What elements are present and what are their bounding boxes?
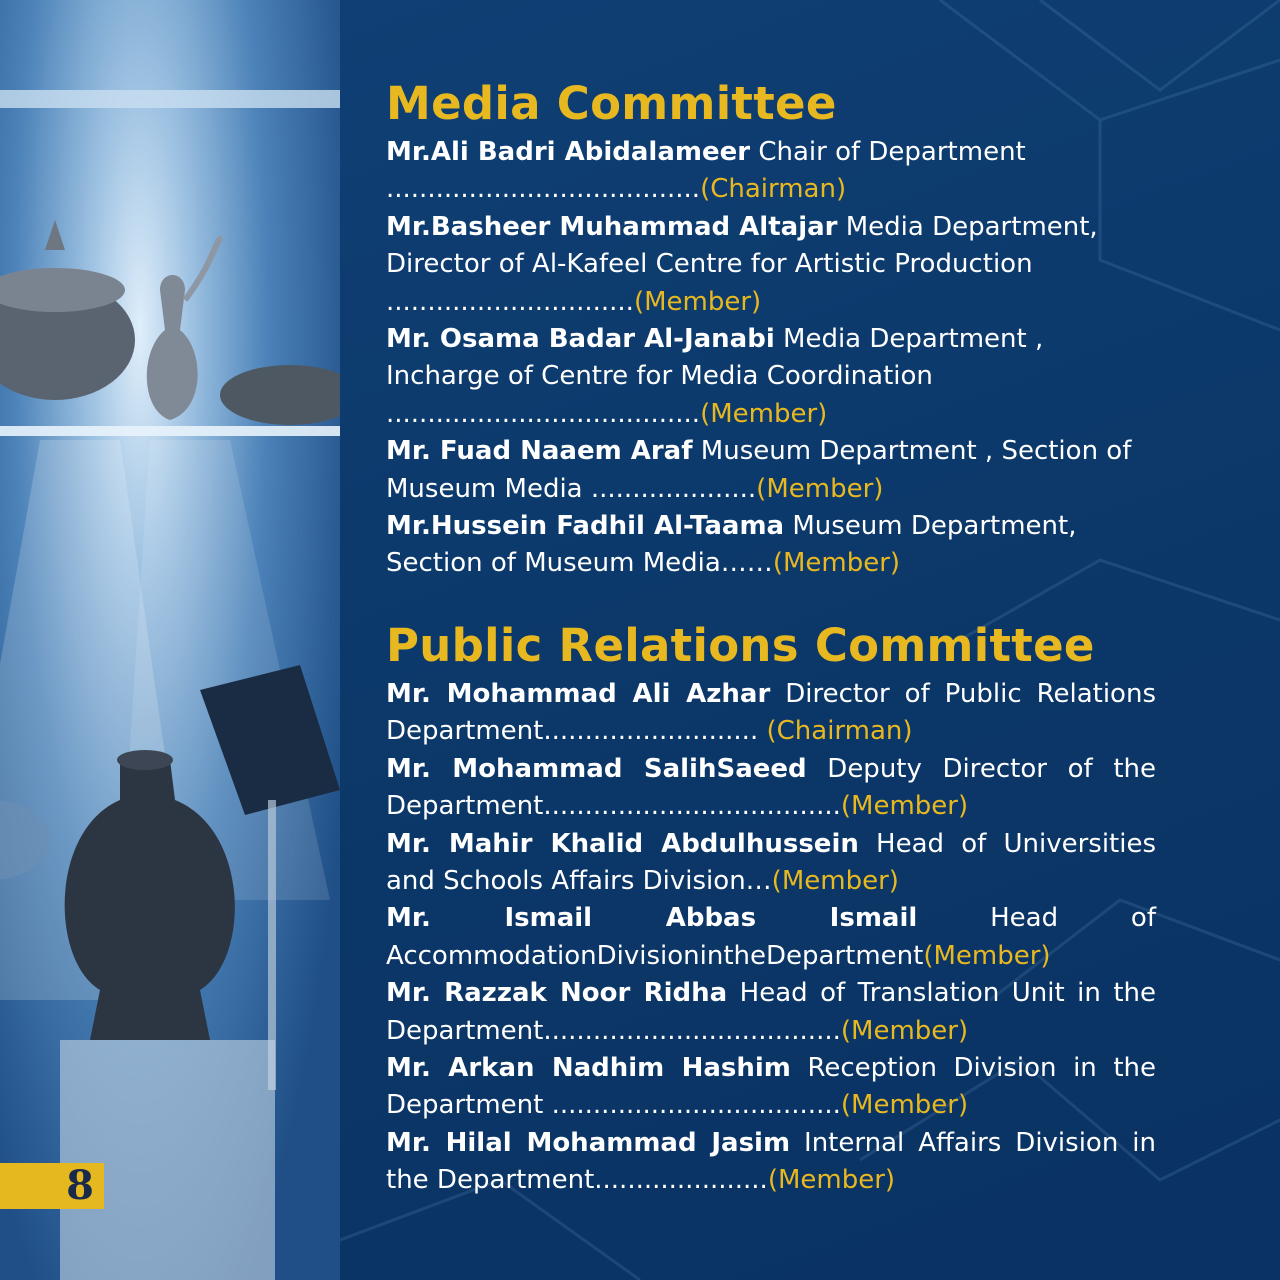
- member-name: Mr. Razzak Noor Ridha: [386, 978, 728, 1009]
- member-role: Museum Department , Section of Museum Media ....................: [386, 436, 1132, 504]
- public-relations-committee-title: Public Relations Committee: [386, 619, 1095, 672]
- member-position: (Member): [840, 791, 969, 822]
- committee-member: [386, 321, 1156, 433]
- committee-member: [386, 134, 1156, 209]
- member-position: (Member): [771, 866, 899, 897]
- member-name: Mr. Mohammad Ali Azhar: [386, 679, 771, 709]
- member-role: Internal Affairs Division in the Department.....................: [386, 1127, 1156, 1196]
- committee-member: [386, 209, 1156, 321]
- committee-member: [386, 508, 1156, 583]
- member-name: Mr. Ismail Abbas Ismail: [386, 903, 918, 934]
- member-name: Mr.Ali Badri Abidalameer: [386, 137, 751, 167]
- committee-member: [386, 676, 1156, 751]
- member-role: Chair of Department ......................................: [386, 137, 1026, 205]
- member-name: Mr. Osama Badar Al-Janabi: [386, 324, 775, 355]
- media-committee-section: [386, 76, 1156, 583]
- committee-member: [386, 900, 1156, 975]
- member-role: Head of Translation Unit in the Department....................................: [386, 978, 1156, 1046]
- member-position: (Member): [772, 548, 901, 579]
- member-position: (Member): [700, 398, 828, 429]
- committee-member: [386, 433, 1156, 508]
- media-committee-title: Media Committee: [386, 77, 837, 130]
- member-position: (Member): [767, 1165, 896, 1196]
- public-relations-committee-section: [386, 618, 1156, 1200]
- member-role: Reception Division in the Department ...................................: [386, 1053, 1156, 1121]
- member-role: Media Department , Incharge of Centre for Media Coordination ......................................: [386, 324, 1044, 429]
- member-role: Director of Public Relations Department..........................: [386, 679, 1156, 747]
- member-role: Media Department, Director of Al-Kafeel Centre for Artistic Production ..............................: [386, 211, 1098, 317]
- member-position: (Chairman): [766, 716, 913, 747]
- committee-member: [386, 1050, 1156, 1125]
- member-role: Deputy Director of the Department....................................: [386, 753, 1157, 822]
- committee-member: [386, 826, 1156, 901]
- member-name: Mr. Fuad Naaem Araf: [386, 436, 693, 467]
- member-position: (Member): [923, 940, 1051, 971]
- committee-member: [386, 751, 1156, 826]
- member-role: Head of Universities and Schools Affairs Division…: [386, 828, 1156, 897]
- member-name: Mr.Hussein Fadhil Al-Taama: [386, 511, 785, 542]
- member-name: Mr. Hilal Mohammad Jasim: [386, 1127, 791, 1158]
- member-name: Mr. Mohammad SalihSaeed: [386, 753, 807, 784]
- member-name: Mr. Arkan Nadhim Hashim: [386, 1053, 791, 1084]
- museum-photo: [0, 0, 340, 1280]
- page-number-badge: [0, 1163, 104, 1209]
- member-role: Head of AccommodationDivisionintheDepartment: [386, 903, 1156, 971]
- member-position: (Member): [840, 1015, 969, 1046]
- member-name: Mr.Basheer Muhammad Altajar: [386, 211, 838, 242]
- museum-display-illustration: [0, 0, 340, 1280]
- member-position: (Member): [756, 473, 884, 504]
- member-position: (Chairman): [700, 174, 847, 205]
- committee-member: [386, 975, 1156, 1050]
- member-position: (Member): [840, 1090, 969, 1121]
- member-role: Museum Department, Section of Museum Media……: [386, 511, 1077, 579]
- member-position: (Member): [633, 286, 762, 317]
- page-number: 8: [66, 1162, 94, 1209]
- member-name: Mr. Mahir Khalid Abdulhussein: [386, 828, 859, 859]
- committee-member: [386, 1125, 1156, 1200]
